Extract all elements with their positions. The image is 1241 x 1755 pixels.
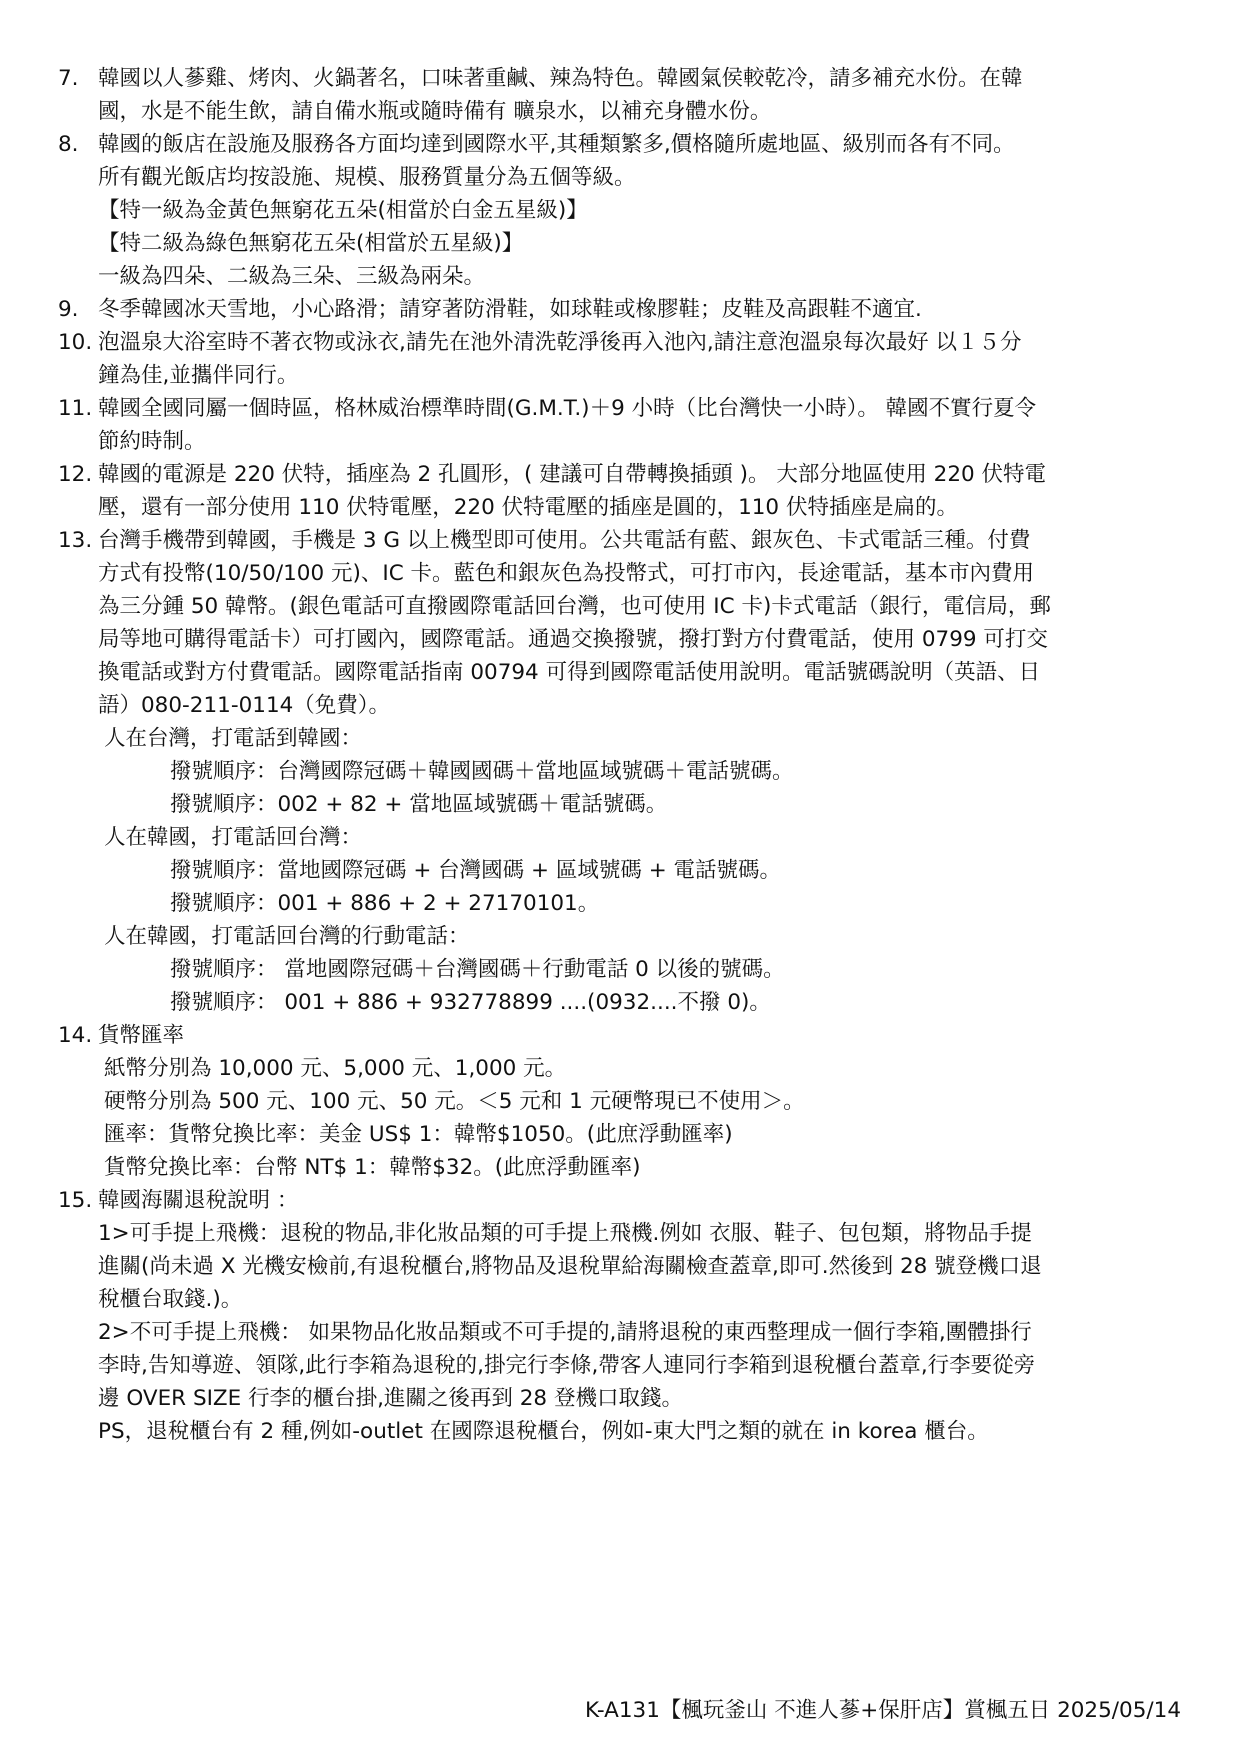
item-text-line: 鐘為佳,並攜伴同行。 xyxy=(98,363,299,388)
item-text-line: 貨幣匯率 xyxy=(98,1023,185,1048)
item-text-line: 韓國以人蔘雞、烤肉、火鍋著名，口味著重鹹、辣為特色。韓國氣侯較乾冷，請多補充水份。在韓 xyxy=(98,66,1023,91)
item-subline: 紙幣分別為 10,000 元、5,000 元、1,000 元。 xyxy=(104,1056,567,1081)
item-subline: 1>可手提上飛機：退稅的物品,非化妝品類的可手提上飛機.例如 衣服、鞋子、包包類，將物品手提 xyxy=(98,1221,1032,1246)
item-text-line: 為三分鍾 50 韓幣。(銀色電話可直撥國際電話回台灣，也可使用 IC 卡)卡式電話（銀行，電信局，郵 xyxy=(98,594,1051,619)
item-text-line: 【特二級為綠色無窮花五朵(相當於五星級)】 xyxy=(98,231,524,256)
item-text-line: 韓國全國同屬一個時區，格林威治標準時間(G.M.T.)＋9 小時（比台灣快一小時）。 韓國不實行夏令 xyxy=(98,396,1037,421)
list-item xyxy=(58,1019,1188,1184)
item-subline: 稅櫃台取錢.)。 xyxy=(98,1287,243,1312)
item-number: 9. xyxy=(58,297,79,322)
item-subline: 撥號順序：001 + 886 + 2 + 27170101。 xyxy=(170,891,600,916)
item-subline: PS，退稅櫃台有 2 種,例如-outlet 在國際退稅櫃台，例如-東大門之類的就在 in korea 櫃台。 xyxy=(98,1419,989,1444)
item-body xyxy=(98,1019,1188,1184)
item-subline: 硬幣分別為 500 元、100 元、50 元。＜5 元和 1 元硬幣現已不使用＞。 xyxy=(104,1089,805,1114)
item-text-line: 冬季韓國冰天雪地，小心路滑；請穿著防滑鞋，如球鞋或橡膠鞋；皮鞋及高跟鞋不適宜. xyxy=(98,297,922,322)
item-subline: 人在韓國，打電話回台灣的行動電話： xyxy=(104,924,470,949)
item-subline: 撥號順序：當地國際冠碼 + 台灣國碼 + 區域號碼 + 電話號碼。 xyxy=(170,858,782,883)
item-subline: 匯率：貨幣兌換比率：美金 US$ 1：韓幣$1050。(此庶浮動匯率) xyxy=(104,1122,733,1147)
item-number: 13. xyxy=(58,528,93,553)
item-text-line: 泡溫泉大浴室時不著衣物或泳衣,請先在池外清洗乾淨後再入池內,請注意泡溫泉每次最好 以１５分 xyxy=(98,330,1022,355)
item-subline: 撥號順序： 當地國際冠碼＋台灣國碼＋行動電話 0 以後的號碼。 xyxy=(170,957,785,982)
item-text-line: 韓國的電源是 220 伏特，插座為 2 孔圓形，( 建議可自帶轉換插頭 )。 大部分地區使用 220 伏特電 xyxy=(98,462,1047,487)
item-body xyxy=(98,1184,1188,1448)
item-body xyxy=(98,326,1188,392)
list-item xyxy=(58,524,1188,1019)
item-subline: 李時,告知導遊、領隊,此行李箱為退稅的,掛完行李條,帶客人連同行李箱到退稅櫃台蓋章,行李要從旁 xyxy=(98,1353,1036,1378)
item-number: 11. xyxy=(58,396,93,421)
item-subline: 撥號順序：002 + 82 + 當地區域號碼＋電話號碼。 xyxy=(170,792,668,817)
item-number: 15. xyxy=(58,1188,93,1213)
list-item xyxy=(58,1184,1188,1448)
item-text-line: 換電話或對方付費電話。國際電話指南 00794 可得到國際電話使用說明。電話號碼說明（英語、日 xyxy=(98,660,1041,685)
item-text-line: 節約時制。 xyxy=(98,429,206,454)
list-item xyxy=(58,458,1188,524)
item-text-line: 台灣手機帶到韓國，手機是 3 G 以上機型即可使用。公共電話有藍、銀灰色、卡式電話三種。付費 xyxy=(98,528,1031,553)
item-body xyxy=(98,458,1188,524)
item-text-line: 國，水是不能生飲，請自備水瓶或隨時備有 曠泉水，以補充身體水份。 xyxy=(98,99,772,124)
item-subline: 貨幣兌換比率：台幣 NT$ 1：韓幣$32。(此庶浮動匯率) xyxy=(104,1155,641,1180)
item-body xyxy=(98,128,1188,293)
item-body xyxy=(98,392,1188,458)
item-subline: 2>不可手提上飛機： 如果物品化妝品類或不可手提的,請將退稅的東西整理成一個行李箱,團體掛行 xyxy=(98,1320,1032,1345)
item-subline: 人在台灣，打電話到韓國： xyxy=(104,726,363,751)
item-text-line: 語）080-211-0114（免費）。 xyxy=(98,693,391,718)
item-body xyxy=(98,524,1188,1019)
item-subline: 撥號順序： 001 + 886 + 932778899 ....(0932....不撥 0)。 xyxy=(170,990,771,1015)
item-number: 8. xyxy=(58,132,79,157)
item-subline: 人在韓國，打電話回台灣： xyxy=(104,825,363,850)
item-subline: 進關(尚未過 X 光機安檢前,有退稅櫃台,將物品及退稅單給海關檢查蓋章,即可.然後到 28 號登機口退 xyxy=(98,1254,1042,1279)
list-item xyxy=(58,128,1188,293)
item-text-line: 壓，還有一部分使用 110 伏特電壓，220 伏特電壓的插座是圓的，110 伏特插座是扁的。 xyxy=(98,495,958,520)
item-text-line: 韓國的飯店在設施及服務各方面均達到國際水平,其種類繁多,價格隨所處地區、級別而各有不同。 xyxy=(98,132,1015,157)
list-item xyxy=(58,326,1188,392)
list-item xyxy=(58,62,1188,128)
item-body xyxy=(98,293,1188,326)
item-text-line: 所有觀光飯店均按設施、規模、服務質量分為五個等級。 xyxy=(98,165,636,190)
item-number: 14. xyxy=(58,1023,93,1048)
footer-tour-code: K-A131【楓玩釜山 不進人蔘+保肝店】賞楓五日 2025/05/14 xyxy=(585,1698,1181,1723)
item-text-line: 【特一級為金黃色無窮花五朵(相當於白金五星級)】 xyxy=(98,198,588,223)
item-subline: 邊 OVER SIZE 行李的櫃台掛,進關之後再到 28 登機口取錢。 xyxy=(98,1386,683,1411)
item-subline: 撥號順序：台灣國際冠碼＋韓國國碼＋當地區域號碼＋電話號碼。 xyxy=(170,759,794,784)
list-item xyxy=(58,392,1188,458)
item-text-line: 局等地可購得電話卡）可打國內，國際電話。通過交換撥號，撥打對方付費電話，使用 0799 可打交 xyxy=(98,627,1048,652)
list-item xyxy=(58,293,1188,326)
item-text-line: 方式有投幣(10/50/100 元)、IC 卡。藍色和銀灰色為投幣式，可打市內，長途電話，基本市內費用 xyxy=(98,561,1035,586)
item-text-line: 韓國海關退稅說明 ： xyxy=(98,1188,299,1213)
item-body xyxy=(98,62,1188,128)
item-text-line: 一級為四朵、二級為三朵、三級為兩朵。 xyxy=(98,264,486,289)
item-number: 10. xyxy=(58,330,93,355)
item-number: 7. xyxy=(58,66,79,91)
notes-list xyxy=(58,62,1188,1448)
item-number: 12. xyxy=(58,462,93,487)
